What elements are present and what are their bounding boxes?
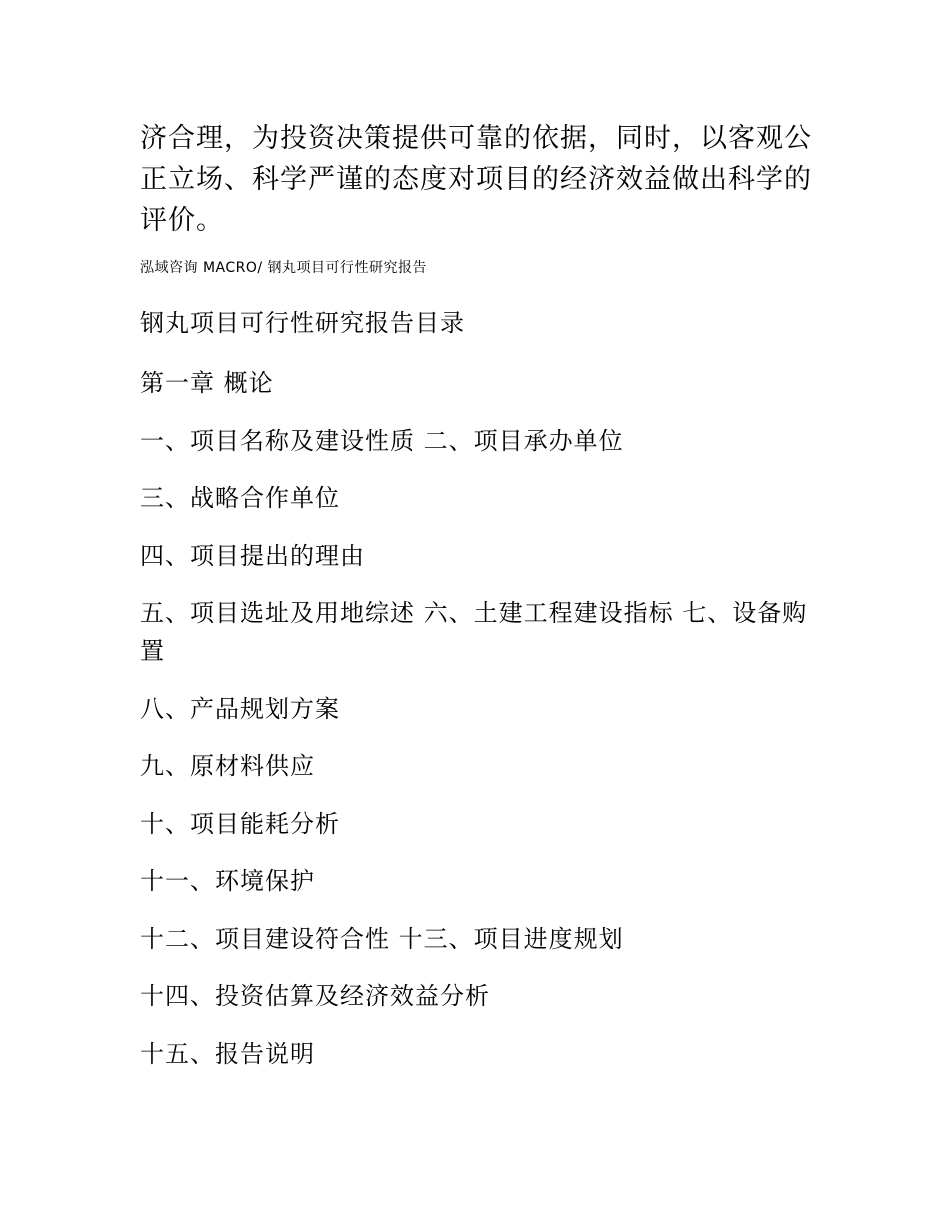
toc-list [140,364,830,1092]
toc-item: 一、项目名称及建设性质 二、项目承办单位 [140,426,624,455]
toc-item: 十二、项目建设符合性 十三、项目进度规划 [140,924,624,953]
toc-item: 十一、环境保护 [140,867,315,895]
intro-line: 评价。 [140,205,224,236]
toc-item: 十、项目能耗分析 [140,809,340,838]
toc-item: 十四、投资估算及经济效益分析 [140,982,490,1010]
toc-item: 八、产品规划方案 [140,694,340,723]
toc-title: 钢丸项目可行性研究报告目录 [140,309,465,337]
intro-line: 济合理，为投资决策提供可靠的依据，同时，以客观公 [140,123,812,154]
toc-item: 五、项目选址及用地综述 六、土建工程建设指标 七、设备购置 [140,599,808,665]
toc-item: 第一章 概论 [140,369,274,397]
intro-line: 正立场、科学严谨的态度对项目的经济效益做出科学的 [140,164,812,195]
toc-item: 九、原材料供应 [140,752,315,780]
toc-item: 四、项目提出的理由 [140,541,365,570]
toc-item: 十五、报告说明 [140,1039,315,1068]
intro-paragraph [140,118,820,241]
toc-item: 三、战略合作单位 [140,484,340,512]
running-header: 泓域咨询 MACRO/ 钢丸项目可行性研究报告 [140,260,428,276]
